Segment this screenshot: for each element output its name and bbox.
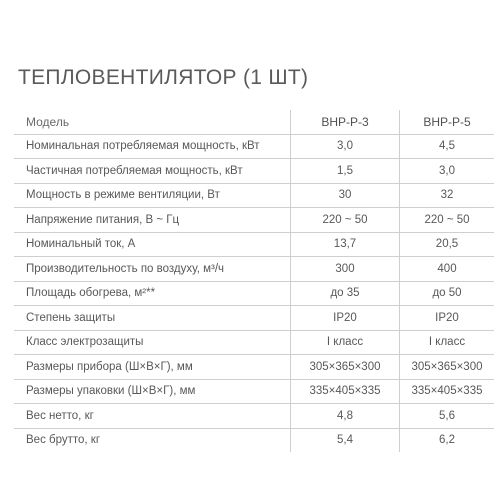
table-row	[14, 379, 494, 404]
row-value-model-2: 3,0	[400, 159, 495, 184]
row-value-model-1: 220 ~ 50	[291, 208, 400, 233]
table-row	[14, 232, 494, 257]
table-header-row	[14, 110, 494, 134]
row-value-model-1: 305×365×300	[291, 355, 400, 380]
row-label: Производительность по воздуху, м³/ч	[14, 257, 291, 282]
table-row	[14, 183, 494, 208]
row-value-model-1: 300	[291, 257, 400, 282]
row-value-model-2: I класс	[400, 330, 495, 355]
table-row	[14, 159, 494, 184]
row-value-model-2: 335×405×335	[400, 379, 495, 404]
row-value-model-2: 5,6	[400, 404, 495, 429]
table-row	[14, 134, 494, 159]
row-label: Номинальная потребляемая мощность, кВт	[14, 134, 291, 159]
row-value-model-2: 4,5	[400, 134, 495, 159]
row-label: Класс электрозащиты	[14, 330, 291, 355]
row-label: Вес брутто, кг	[14, 428, 291, 452]
table-row	[14, 208, 494, 233]
row-label: Мощность в режиме вентиляции, Вт	[14, 183, 291, 208]
row-value-model-2: IP20	[400, 306, 495, 331]
document-title: ТЕПЛОВЕНТИЛЯТОР (1 ШТ)	[18, 66, 309, 89]
row-value-model-2: 32	[400, 183, 495, 208]
row-value-model-1: 3,0	[291, 134, 400, 159]
table-row	[14, 330, 494, 355]
row-value-model-1: до 35	[291, 281, 400, 306]
row-label: Частичная потребляемая мощность, кВт	[14, 159, 291, 184]
row-value-model-1: 4,8	[291, 404, 400, 429]
row-value-model-2: 6,2	[439, 434, 455, 447]
header-model-2: ВНР-Р-5	[400, 110, 495, 134]
row-label: Размеры упаковки (Ш×В×Г), мм	[14, 379, 291, 404]
row-value-model-1: 30	[291, 183, 400, 208]
row-value-model-2: 20,5	[400, 232, 495, 257]
row-value-model-2: до 50	[400, 281, 495, 306]
table-row	[14, 281, 494, 306]
row-value-model-2: 305×365×300	[400, 355, 495, 380]
row-label: Напряжение питания, В ~ Гц	[14, 208, 291, 233]
row-value-model-1: 335×405×335	[291, 379, 400, 404]
row-label: Размеры прибора (Ш×В×Г), мм	[14, 355, 291, 380]
row-value-model-1: I класс	[291, 330, 400, 355]
row-value-model-2: 400	[400, 257, 495, 282]
row-value-model-2: 220 ~ 50	[400, 208, 495, 233]
row-value-model-1: 1,5	[291, 159, 400, 184]
row-label: Номинальный ток, А	[14, 232, 291, 257]
table-row	[14, 257, 494, 282]
header-model-label: Модель	[14, 110, 291, 134]
row-label: Вес нетто, кг	[14, 404, 291, 429]
header-model-1: ВНР-Р-3	[291, 110, 400, 134]
table-row	[14, 428, 494, 452]
spec-table	[14, 110, 494, 452]
table-row	[14, 306, 494, 331]
table-row	[14, 355, 494, 380]
table-row	[14, 404, 494, 429]
row-value-model-1: 5,4	[291, 428, 400, 452]
row-value-model-1: 13,7	[291, 232, 400, 257]
row-label: Площадь обогрева, м²**	[14, 281, 291, 306]
row-label: Степень защиты	[14, 306, 291, 331]
row-value-model-1: IP20	[291, 306, 400, 331]
